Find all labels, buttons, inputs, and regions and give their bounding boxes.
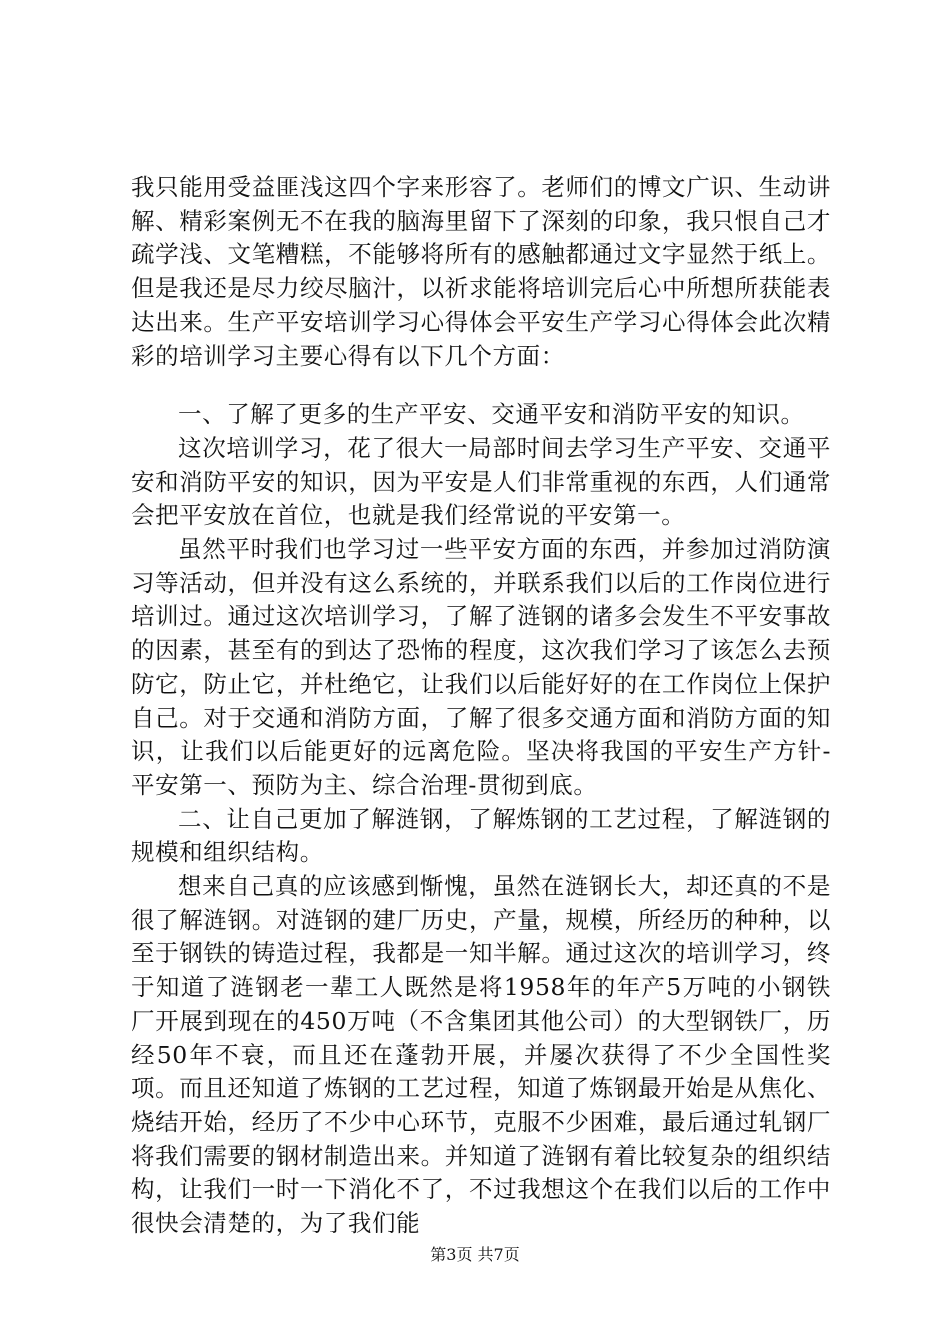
body-paragraph: 想来自己真的应该感到惭愧，虽然在涟钢长大，却还真的不是很了解涟钢。对涟钢的建厂历史，产量，规模，所经历的种种，以至于钢铁的铸造过程，我都是一知半解。通过这次的培训学习，终于知道了涟钢老一辈工人既然是将1958年的年产5万吨的小钢铁厂开展到现在的450万吨（不含集团其他公司）的大型钢铁厂，历经50年不衰，而且还在蓬勃开展，并屡次获得了不少全国性奖项。而且还知道了炼钢的工艺过程，知道了炼钢最开始是从焦化、烧结开始，经历了不少中心环节，克服不少困难，最后通过轧钢厂将我们需要的钢材制造出来。并知道了涟钢有着比较复杂的组织结构，让我们一时一下消化不了，不过我想这个在我们以后的工作中很快会清楚的，为了我们能 [131,872,831,1238]
page-number-footer: 第3页 共7页 [430,1245,520,1264]
section-heading-one: 一、了解了更多的生产平安、交通平安和消防平安的知识。 [178,400,805,429]
intro-paragraph: 我只能用受益匪浅这四个字来形容了。老师们的博文广识、生动讲解、精彩案例无不在我的脑海里留下了深刻的印象，我只恨自己才疏学浅、文笔糟糕，不能够将所有的感触都通过文字显然于纸上。但是我还是尽力绞尽脑汁，以祈求能将培训完后心中所想所获能表达出来。生产平安培训学习心得体会平安生产学习心得体会此次精彩的培训学习主要心得有以下几个方面： [131,173,831,370]
body-paragraph: 虽然平时我们也学习过一些平安方面的东西，并参加过消防演习等活动，但并没有这么系统的，并联系我们以后的工作岗位进行培训过。通过这次培训学习，了解了涟钢的诸多会发生不平安事故的因素，甚至有的到达了恐怖的程度，这次我们学习了该怎么去预防它，防止它，并杜绝它，让我们以后能好好的在工作岗位上保护自己。对于交通和消防方面，了解了很多交通方面和消防方面的知识，让我们以后能更好的远离危险。坚决将我国的平安生产方针-平安第一、预防为主、综合治理-贯彻到底。 [131,535,831,799]
body-paragraph: 这次培训学习，花了很大一局部时间去学习生产平安、交通平安和消防平安的知识，因为平安是人们非常重视的东西，人们通常会把平安放在首位，也就是我们经常说的平安第一。 [131,433,831,530]
document-body [131,171,831,1241]
section-heading-two: 二、让自己更加了解涟钢，了解炼钢的工艺过程，了解涟钢的规模和组织结构。 [131,804,831,867]
